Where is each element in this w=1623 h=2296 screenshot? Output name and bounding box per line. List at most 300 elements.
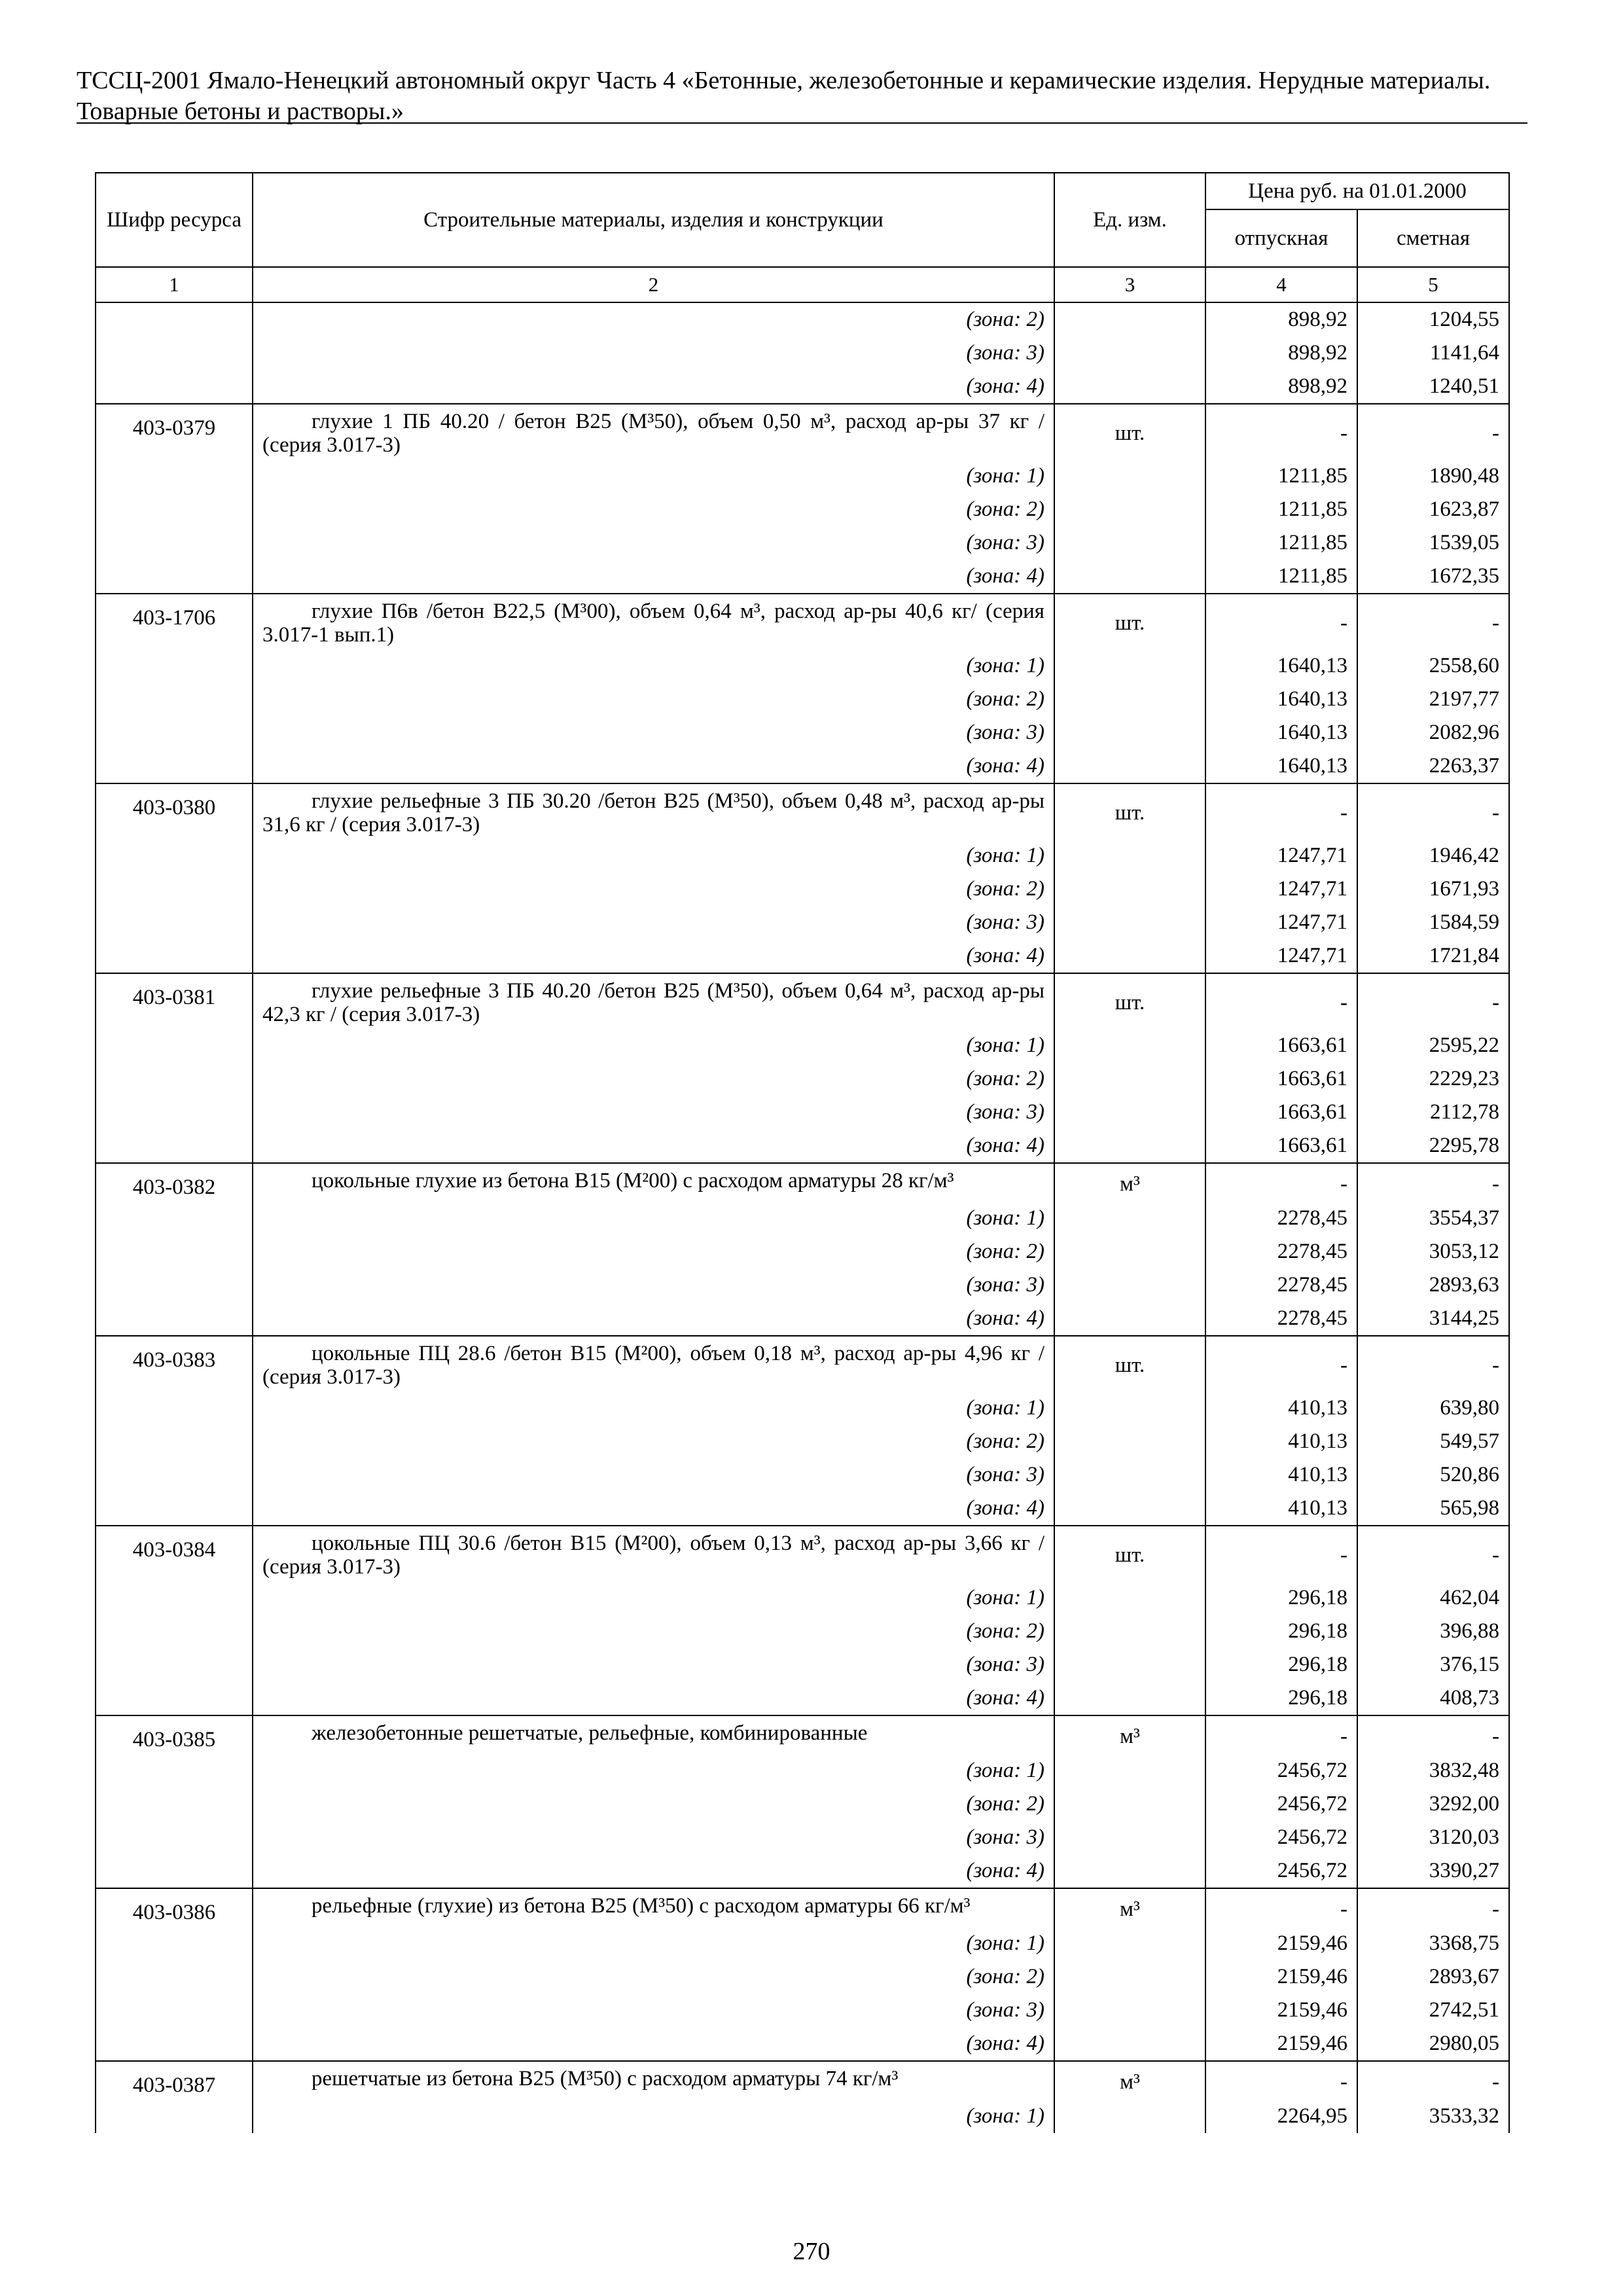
estimate-price: 3120,03 <box>1357 1821 1509 1854</box>
release-price: 2456,72 <box>1205 1754 1357 1787</box>
estimate-price: 408,73 <box>1357 1681 1509 1715</box>
col-unit-header: Ед. изм. <box>1054 173 1205 267</box>
release-price: 1640,13 <box>1205 749 1357 783</box>
zone-row <box>96 1927 1509 1960</box>
zone-label: (зона: 2) <box>253 1062 1054 1096</box>
estimate-price: 549,57 <box>1357 1425 1509 1458</box>
unit-of-measure: шт. <box>1054 404 1205 459</box>
release-price: - <box>1205 1163 1357 1202</box>
unit-of-measure: шт. <box>1054 594 1205 649</box>
resource-code <box>96 1960 253 1994</box>
zone-label: (зона: 3) <box>253 1648 1054 1681</box>
unit-of-measure <box>1054 1581 1205 1615</box>
release-price: 2456,72 <box>1205 1787 1357 1821</box>
unit-of-measure: шт. <box>1054 1526 1205 1581</box>
zone-label: (зона: 3) <box>253 1821 1054 1854</box>
unit-of-measure <box>1054 1787 1205 1821</box>
estimate-price: 1671,93 <box>1357 872 1509 906</box>
resource-code <box>96 1754 253 1787</box>
resource-code <box>96 1787 253 1821</box>
resource-code <box>96 1681 253 1715</box>
unit-of-measure: м³ <box>1054 2061 1205 2100</box>
price-table-head <box>96 173 1509 302</box>
zone-label: (зона: 1) <box>253 1927 1054 1960</box>
release-price: 1663,61 <box>1205 1096 1357 1129</box>
zone-row <box>96 1615 1509 1648</box>
resource-code <box>96 1029 253 1062</box>
estimate-price: 2742,51 <box>1357 1994 1509 2027</box>
estimate-price: 2263,37 <box>1357 749 1509 783</box>
zone-label: (зона: 1) <box>253 1754 1054 1787</box>
zone-label: (зона: 1) <box>253 1202 1054 1235</box>
resource-row <box>96 783 1509 839</box>
release-price: 1247,71 <box>1205 939 1357 973</box>
unit-of-measure <box>1054 683 1205 716</box>
zone-label: (зона: 2) <box>253 872 1054 906</box>
col-number-5: 5 <box>1357 267 1509 302</box>
unit-of-measure: м³ <box>1054 1163 1205 1202</box>
release-price: 1663,61 <box>1205 1062 1357 1096</box>
resource-code <box>96 839 253 872</box>
zone-row <box>96 1129 1509 1163</box>
zone-label: (зона: 2) <box>253 1615 1054 1648</box>
estimate-price: 2595,22 <box>1357 1029 1509 1062</box>
release-price: 410,13 <box>1205 1492 1357 1526</box>
zone-label: (зона: 3) <box>253 526 1054 560</box>
resource-code: 403-1706 <box>96 594 253 649</box>
resource-row <box>96 594 1509 649</box>
zone-label: (зона: 2) <box>253 1960 1054 1994</box>
resource-code <box>96 716 253 749</box>
release-price: 410,13 <box>1205 1425 1357 1458</box>
zone-label: (зона: 1) <box>253 1581 1054 1615</box>
release-price: 2159,46 <box>1205 1960 1357 1994</box>
unit-of-measure <box>1054 1681 1205 1715</box>
unit-of-measure <box>1054 1129 1205 1163</box>
release-price: - <box>1205 1888 1357 1927</box>
resource-name: цокольные ПЦ 28.6 /бетон В15 (М²00), объем 0,18 м³, расход ар-ры 4,96 кг / (серия 3.017-3) <box>253 1336 1054 1391</box>
zone-label: (зона: 3) <box>253 1268 1054 1302</box>
zone-row <box>96 1648 1509 1681</box>
zone-label: (зона: 1) <box>253 459 1054 493</box>
release-price: 898,92 <box>1205 336 1357 370</box>
zone-row <box>96 370 1509 404</box>
unit-of-measure <box>1054 1458 1205 1492</box>
resource-code: 403-0385 <box>96 1715 253 1754</box>
zone-row <box>96 1235 1509 1268</box>
estimate-price: 2229,23 <box>1357 1062 1509 1096</box>
estimate-price: 3390,27 <box>1357 1854 1509 1888</box>
zone-label: (зона: 4) <box>253 2027 1054 2061</box>
resource-code <box>96 1096 253 1129</box>
estimate-price: 2295,78 <box>1357 1129 1509 1163</box>
estimate-price: 520,86 <box>1357 1458 1509 1492</box>
zone-label: (зона: 2) <box>253 1787 1054 1821</box>
resource-code: 403-0381 <box>96 973 253 1029</box>
resource-name: глухие рельефные 3 ПБ 40.20 /бетон В25 (М³50), объем 0,64 м³, расход ар-ры 42,3 кг / (серия 3.017-3) <box>253 973 1054 1029</box>
zone-row <box>96 683 1509 716</box>
zone-label: (зона: 1) <box>253 649 1054 683</box>
release-price: 296,18 <box>1205 1648 1357 1681</box>
resource-row <box>96 2061 1509 2100</box>
unit-of-measure <box>1054 526 1205 560</box>
zone-label: (зона: 1) <box>253 1029 1054 1062</box>
resource-code <box>96 370 253 404</box>
resource-code <box>96 1302 253 1336</box>
release-price: 1211,85 <box>1205 459 1357 493</box>
unit-of-measure <box>1054 336 1205 370</box>
header-line-1: ТССЦ-2001 Ямало-Ненецкий автономный округ Часть 4 «Бетонные, железобетонные и керамические изделия. Нерудные материалы. <box>77 67 1491 94</box>
resource-code: 403-0382 <box>96 1163 253 1202</box>
zone-row <box>96 493 1509 526</box>
estimate-price: 2980,05 <box>1357 2027 1509 2061</box>
release-price: 2159,46 <box>1205 1994 1357 2027</box>
resource-code <box>96 683 253 716</box>
release-price: 2278,45 <box>1205 1302 1357 1336</box>
zone-row <box>96 1681 1509 1715</box>
resource-name: глухие 1 ПБ 40.20 / бетон В25 (М³50), объем 0,50 м³, расход ар-ры 37 кг / (серия 3.017-3) <box>253 404 1054 459</box>
resource-row <box>96 404 1509 459</box>
unit-of-measure <box>1054 1268 1205 1302</box>
zone-row <box>96 1994 1509 2027</box>
resource-code <box>96 1235 253 1268</box>
zone-label: (зона: 3) <box>253 1994 1054 2027</box>
estimate-price: - <box>1357 1336 1509 1391</box>
release-price: 1663,61 <box>1205 1129 1357 1163</box>
zone-label: (зона: 4) <box>253 1854 1054 1888</box>
resource-code <box>96 1994 253 2027</box>
estimate-price: - <box>1357 1163 1509 1202</box>
zone-row <box>96 1960 1509 1994</box>
zone-label: (зона: 3) <box>253 716 1054 749</box>
zone-row <box>96 1029 1509 1062</box>
resource-code <box>96 749 253 783</box>
resource-code: 403-0380 <box>96 783 253 839</box>
zone-row <box>96 1096 1509 1129</box>
zone-label: (зона: 4) <box>253 749 1054 783</box>
zone-label: (зона: 4) <box>253 560 1054 594</box>
zone-row <box>96 1854 1509 1888</box>
zone-row <box>96 1492 1509 1526</box>
unit-of-measure <box>1054 1615 1205 1648</box>
zone-row <box>96 906 1509 939</box>
zone-label: (зона: 2) <box>253 1425 1054 1458</box>
release-price: 410,13 <box>1205 1391 1357 1425</box>
page-number: 270 <box>793 2238 830 2265</box>
resource-code <box>96 649 253 683</box>
resource-name: решетчатые из бетона В25 (М³50) с расходом арматуры 74 кг/м³ <box>253 2061 1054 2100</box>
release-price: - <box>1205 1526 1357 1581</box>
zone-label: (зона: 4) <box>253 1302 1054 1336</box>
col-name-header: Строительные материалы, изделия и конструкции <box>253 173 1054 267</box>
resource-code <box>96 1615 253 1648</box>
unit-of-measure <box>1054 1821 1205 1854</box>
estimate-price: - <box>1357 1715 1509 1754</box>
zone-label: (зона: 3) <box>253 336 1054 370</box>
zone-label: (зона: 1) <box>253 1391 1054 1425</box>
unit-of-measure: шт. <box>1054 973 1205 1029</box>
release-price: 1640,13 <box>1205 683 1357 716</box>
estimate-price: 462,04 <box>1357 1581 1509 1615</box>
resource-name: цокольные глухие из бетона В15 (М²00) с расходом арматуры 28 кг/м³ <box>253 1163 1054 1202</box>
unit-of-measure <box>1054 1994 1205 2027</box>
estimate-price: 1141,64 <box>1357 336 1509 370</box>
resource-code <box>96 2100 253 2133</box>
col-estimate-header: сметная <box>1357 209 1509 267</box>
zone-label: (зона: 4) <box>253 370 1054 404</box>
zone-label: (зона: 3) <box>253 1096 1054 1129</box>
resource-code <box>96 560 253 594</box>
resource-code <box>96 1854 253 1888</box>
release-price: - <box>1205 404 1357 459</box>
estimate-price: - <box>1357 973 1509 1029</box>
resource-code <box>96 493 253 526</box>
release-price: 410,13 <box>1205 1458 1357 1492</box>
resource-code: 403-0379 <box>96 404 253 459</box>
resource-name: рельефные (глухие) из бетона В25 (М³50) с расходом арматуры 66 кг/м³ <box>253 1888 1054 1927</box>
estimate-price: - <box>1357 783 1509 839</box>
unit-of-measure <box>1054 2027 1205 2061</box>
unit-of-measure <box>1054 1096 1205 1129</box>
unit-of-measure: м³ <box>1054 1715 1205 1754</box>
resource-name: глухие П6в /бетон В22,5 (М³00), объем 0,64 м³, расход ар-ры 40,6 кг/ (серия 3.017-1 вып.1) <box>253 594 1054 649</box>
col-price-header: Цена руб. на 01.01.2000 <box>1205 173 1509 209</box>
header-line-2: Товарные бетоны и растворы.» <box>77 98 404 125</box>
release-price: 1211,85 <box>1205 560 1357 594</box>
unit-of-measure <box>1054 1029 1205 1062</box>
unit-of-measure: шт. <box>1054 1336 1205 1391</box>
resource-code: 403-0387 <box>96 2061 253 2100</box>
unit-of-measure <box>1054 1492 1205 1526</box>
release-price: 1211,85 <box>1205 526 1357 560</box>
unit-of-measure <box>1054 1202 1205 1235</box>
unit-of-measure <box>1054 872 1205 906</box>
resource-row <box>96 1888 1509 1927</box>
estimate-price: 1240,51 <box>1357 370 1509 404</box>
release-price: - <box>1205 2061 1357 2100</box>
resource-code <box>96 872 253 906</box>
zone-row <box>96 1581 1509 1615</box>
resource-code <box>96 1821 253 1854</box>
zone-label: (зона: 2) <box>253 1235 1054 1268</box>
resource-row <box>96 1163 1509 1202</box>
release-price: 2456,72 <box>1205 1821 1357 1854</box>
estimate-price: 1890,48 <box>1357 459 1509 493</box>
resource-code <box>96 1425 253 1458</box>
unit-of-measure: м³ <box>1054 1888 1205 1927</box>
unit-of-measure <box>1054 370 1205 404</box>
unit-of-measure <box>1054 1391 1205 1425</box>
estimate-price: - <box>1357 594 1509 649</box>
col-number-3: 3 <box>1054 267 1205 302</box>
estimate-price: 639,80 <box>1357 1391 1509 1425</box>
estimate-price: 1721,84 <box>1357 939 1509 973</box>
unit-of-measure <box>1054 560 1205 594</box>
zone-label: (зона: 2) <box>253 493 1054 526</box>
zone-row <box>96 1425 1509 1458</box>
unit-of-measure <box>1054 749 1205 783</box>
zone-row <box>96 1787 1509 1821</box>
col-number-1: 1 <box>96 267 253 302</box>
resource-code <box>96 1648 253 1681</box>
unit-of-measure <box>1054 1854 1205 1888</box>
zone-row <box>96 302 1509 336</box>
unit-of-measure <box>1054 1062 1205 1096</box>
unit-of-measure <box>1054 302 1205 336</box>
resource-row <box>96 973 1509 1029</box>
release-price: 1247,71 <box>1205 839 1357 872</box>
estimate-price: 2112,78 <box>1357 1096 1509 1129</box>
estimate-price: 2197,77 <box>1357 683 1509 716</box>
unit-of-measure <box>1054 1960 1205 1994</box>
zone-label: (зона: 1) <box>253 839 1054 872</box>
unit-of-measure: шт. <box>1054 783 1205 839</box>
estimate-price: 2893,67 <box>1357 1960 1509 1994</box>
release-price: 2278,45 <box>1205 1235 1357 1268</box>
zone-label: (зона: 2) <box>253 302 1054 336</box>
zone-row <box>96 560 1509 594</box>
resource-row <box>96 1336 1509 1391</box>
resource-code: 403-0383 <box>96 1336 253 1391</box>
release-price: 1640,13 <box>1205 649 1357 683</box>
header-rule <box>77 122 1527 124</box>
resource-name: цокольные ПЦ 30.6 /бетон В15 (М²00), объем 0,13 м³, расход ар-ры 3,66 кг / (серия 3.017-3) <box>253 1526 1054 1581</box>
resource-row <box>96 1715 1509 1754</box>
release-price: 2264,95 <box>1205 2100 1357 2133</box>
unit-of-measure <box>1054 2100 1205 2133</box>
release-price: - <box>1205 1336 1357 1391</box>
unit-of-measure <box>1054 1754 1205 1787</box>
zone-label: (зона: 2) <box>253 683 1054 716</box>
resource-code <box>96 1927 253 1960</box>
estimate-price: 1539,05 <box>1357 526 1509 560</box>
estimate-price: 1204,55 <box>1357 302 1509 336</box>
zone-row <box>96 2100 1509 2133</box>
col-release-header: отпускная <box>1205 209 1357 267</box>
unit-of-measure <box>1054 493 1205 526</box>
release-price: 2456,72 <box>1205 1854 1357 1888</box>
release-price: 296,18 <box>1205 1615 1357 1648</box>
zone-label: (зона: 3) <box>253 906 1054 939</box>
estimate-price: - <box>1357 404 1509 459</box>
estimate-price: - <box>1357 1526 1509 1581</box>
zone-row <box>96 749 1509 783</box>
zone-label: (зона: 1) <box>253 2100 1054 2133</box>
zone-row <box>96 716 1509 749</box>
zone-row <box>96 2027 1509 2061</box>
unit-of-measure <box>1054 1235 1205 1268</box>
zone-row <box>96 1268 1509 1302</box>
zone-row <box>96 459 1509 493</box>
release-price: 1663,61 <box>1205 1029 1357 1062</box>
resource-code <box>96 459 253 493</box>
zone-row <box>96 1458 1509 1492</box>
release-price: 1640,13 <box>1205 716 1357 749</box>
estimate-price: 3533,32 <box>1357 2100 1509 2133</box>
release-price: 296,18 <box>1205 1581 1357 1615</box>
zone-row <box>96 1202 1509 1235</box>
price-table <box>95 172 1510 2133</box>
estimate-price: 3292,00 <box>1357 1787 1509 1821</box>
resource-code <box>96 939 253 973</box>
zone-row <box>96 336 1509 370</box>
resource-code <box>96 1492 253 1526</box>
estimate-price: 2893,63 <box>1357 1268 1509 1302</box>
price-table-body <box>96 302 1509 2133</box>
release-price: - <box>1205 594 1357 649</box>
zone-label: (зона: 4) <box>253 939 1054 973</box>
zone-label: (зона: 3) <box>253 1458 1054 1492</box>
unit-of-measure <box>1054 839 1205 872</box>
zone-row <box>96 1391 1509 1425</box>
resource-name: глухие рельефные 3 ПБ 30.20 /бетон В25 (М³50), объем 0,48 м³, расход ар-ры 31,6 кг / (серия 3.017-3) <box>253 783 1054 839</box>
unit-of-measure <box>1054 716 1205 749</box>
release-price: 2159,46 <box>1205 1927 1357 1960</box>
release-price: 2159,46 <box>1205 2027 1357 2061</box>
estimate-price: 3144,25 <box>1357 1302 1509 1336</box>
estimate-price: 3832,48 <box>1357 1754 1509 1787</box>
estimate-price: - <box>1357 2061 1509 2100</box>
zone-label: (зона: 4) <box>253 1492 1054 1526</box>
release-price: 1247,71 <box>1205 906 1357 939</box>
release-price: 2278,45 <box>1205 1202 1357 1235</box>
zone-row <box>96 1754 1509 1787</box>
zone-row <box>96 839 1509 872</box>
release-price: - <box>1205 973 1357 1029</box>
resource-code: 403-0386 <box>96 1888 253 1927</box>
unit-of-measure <box>1054 1302 1205 1336</box>
resource-code <box>96 2027 253 2061</box>
resource-code <box>96 1391 253 1425</box>
estimate-price: 1672,35 <box>1357 560 1509 594</box>
release-price: 296,18 <box>1205 1681 1357 1715</box>
estimate-price: 396,88 <box>1357 1615 1509 1648</box>
estimate-price: 565,98 <box>1357 1492 1509 1526</box>
document-header <box>77 65 1516 127</box>
release-price: 2278,45 <box>1205 1268 1357 1302</box>
resource-code <box>96 906 253 939</box>
col-code-header: Шифр ресурса <box>96 173 253 267</box>
unit-of-measure <box>1054 1648 1205 1681</box>
resource-row <box>96 1526 1509 1581</box>
resource-code <box>96 526 253 560</box>
estimate-price: 1623,87 <box>1357 493 1509 526</box>
zone-row <box>96 939 1509 973</box>
zone-label: (зона: 4) <box>253 1681 1054 1715</box>
estimate-price: 1946,42 <box>1357 839 1509 872</box>
estimate-price: 3368,75 <box>1357 1927 1509 1960</box>
release-price: 898,92 <box>1205 302 1357 336</box>
resource-code <box>96 1268 253 1302</box>
zone-row <box>96 1062 1509 1096</box>
resource-name: железобетонные решетчатые, рельефные, комбинированные <box>253 1715 1054 1754</box>
zone-row <box>96 649 1509 683</box>
col-number-4: 4 <box>1205 267 1357 302</box>
unit-of-measure <box>1054 939 1205 973</box>
unit-of-measure <box>1054 1425 1205 1458</box>
estimate-price: - <box>1357 1888 1509 1927</box>
estimate-price: 3053,12 <box>1357 1235 1509 1268</box>
release-price: 1247,71 <box>1205 872 1357 906</box>
resource-code <box>96 336 253 370</box>
estimate-price: 1584,59 <box>1357 906 1509 939</box>
zone-row <box>96 1821 1509 1854</box>
estimate-price: 2082,96 <box>1357 716 1509 749</box>
zone-row <box>96 872 1509 906</box>
release-price: 1211,85 <box>1205 493 1357 526</box>
resource-code <box>96 1202 253 1235</box>
resource-code <box>96 302 253 336</box>
